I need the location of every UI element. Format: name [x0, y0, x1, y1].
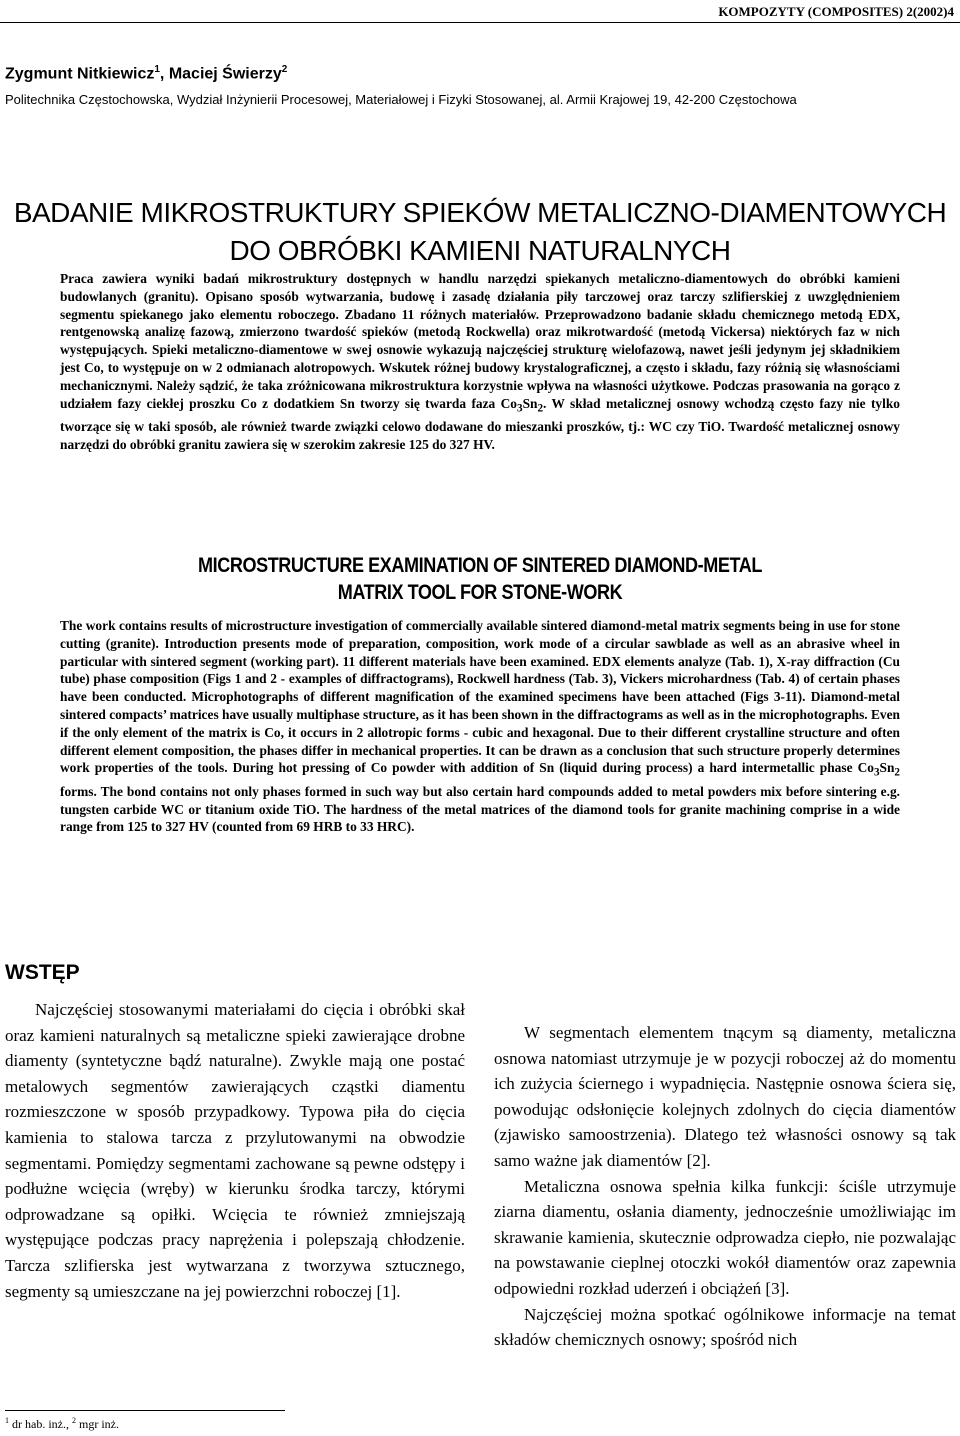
title-english	[67, 552, 893, 606]
title-english-line-2: MATRIX TOOL FOR STONE-WORK	[337, 581, 623, 604]
footnote	[5, 1416, 119, 1432]
abstract-english-text-3: forms. The bond contains not only phases formed in such way but also certain hard compounds added to metal powders mix before sintering e.g. tungsten carbide WC or titanium oxide TiO. The hardness of the metal matrices of the diamond tools for granite machining comprise in a wide range from 125 to 327 HV (counted from 69 HRB to 33 HRC).	[60, 783, 900, 835]
running-head: KOMPOZYTY (COMPOSITES) 2(2002)4	[718, 4, 954, 19]
abstract-polish	[60, 270, 900, 454]
footnote-text-1: dr hab. inż.,	[9, 1417, 72, 1431]
paragraph: W segmentach elementem tnącym są diamenty, metaliczna osnowa natomiast utrzymuje je w pozycji roboczej aż do momentu ich zużycia ściernego i wypadnięcia. Następnie osnowa ściera się, powodując odsłonięcie kolejnych zdolnych do cięcia diamentów (zjawisko samoostrzenia). Dlatego też własności osnowy są tak samo ważne jak diamentów [2].	[494, 1023, 956, 1170]
paragraph: Najczęściej można spotkać ogólnikowe informacje na temat składów chemicznych osnowy; spośród nich	[494, 1304, 956, 1350]
abstract-polish-text-3: . W skład metalicznej osnowy wchodzą często fazy nie tylko tworzące się w taki sposób, ale również twarde związki celowo dodawane do mieszanki proszków, tj.: WC czy TiO. Twardość metalicznej osnowy narzędzi do obróbki granitu zawiera się w szerokim zakresie 125 do 327 HV.	[60, 395, 900, 452]
body-column-right	[494, 1020, 956, 1353]
abstract-english-sub-1: 3	[873, 767, 880, 780]
authors	[5, 64, 287, 83]
header-divider	[0, 22, 960, 23]
body-column-left	[5, 997, 465, 1304]
footnote-divider	[5, 1410, 285, 1411]
paragraph: Metaliczna osnowa spełnia kilka funkcji: ściśle utrzymuje ziarna diamentu, osłania diamenty, jednocześnie umożliwiając im skrawanie kamienia, skutecznie odprowadza ciepło, nie pozwalając na powstawanie cieplnej otoczki wokół diamentów oraz zapewnia odpowiedni rozkład uderzeń i obciążeń [3].	[494, 1176, 956, 1298]
abstract-english-text-2: Sn	[879, 760, 895, 776]
footnote-text-2: mgr inż.	[75, 1417, 119, 1431]
abstract-english-sub-2: 2	[894, 767, 900, 780]
paragraph: Najczęściej stosowanymi materiałami do cięcia i obróbki skał oraz kamieni naturalnych są metaliczne spieki zawierające drobne diamenty (syntetyczne bądź naturalne). Zwykle mają one postać metalowych segmentów zawierających cząstki diamentu rozmieszczone w sposób przypadkowy. Typowa piła do cięcia kamienia to stalowa tarcza z przylutowanymi na obwodzie segmentami. Pomiędzy segmentami zachowane są pewne odstępy i podłużne wcięcia (wręby) w kierunku środka tarczy, którymi odprowadzane są opiłki. Wcięcia te również zmniejszają występujące podczas pracy naprężenia i polepszają chłodzenie. Tarcza szlifierska jest wytwarzana z tworzywa sztucznego, segmenty są umieszczane na jej powierzchni roboczej [1].	[5, 1000, 465, 1301]
title-polish-line-1: BADANIE MIKROSTRUKTURY SPIEKÓW METALICZNO-DIAMENTOWYCH	[13, 197, 947, 228]
author-1-mark: 1	[154, 64, 160, 75]
abstract-polish-sub-1: 3	[516, 402, 523, 415]
title-polish-line-2: DO OBRÓBKI KAMIENI NATURALNYCH	[229, 235, 731, 266]
abstract-polish-text-1: Praca zawiera wyniki badań mikrostruktury dostępnych w handlu narzędzi spiekanych metaliczno-diamentowych do obróbki kamieni budowlanych (granitu). Opisano sposób wytwarzania, budowę i zasadę działania piły tarczowej oraz tarczy szlifierskiej z uwzględnieniem segmentu spiekanego jako elementu roboczego. Zbadano 11 różnych materiałów. Przeprowadzono badanie składu chemicznego metodą EDX, rentgenowską analizę fazową, zmierzono twardość spieków (metodą Rockwella) oraz mikrotwardość (metodą Vickersa) niektórych faz w nich występujących. Spieki metaliczno-diamentowe w swej osnowie wykazują najczęściej strukturę wielofazową, nawet jeśli jedynym jej składnikiem jest Co, to występuje on w 2 odmianach alotropowych. Wskutek różnej budowy krystalograficznej, a często i składu, fazy różnią się własnościami mechanicznymi. Należy sądzić, że taka zróżnicowana mikrostruktura korzystnie wpływa na własności użytkowe. Podczas prasowania na gorąco z udziałem fazy ciekłej proszku Co z dodatkiem Sn tworzy się twarda faza Co	[60, 271, 900, 411]
footnote-mark-2: 2	[71, 1416, 76, 1425]
title-polish	[0, 194, 960, 270]
footnote-mark-1: 1	[5, 1416, 9, 1425]
author-2-mark: 2	[281, 64, 288, 75]
title-english-line-1: MICROSTRUCTURE EXAMINATION OF SINTERED DIAMOND-METAL	[198, 554, 762, 577]
abstract-english	[60, 617, 900, 836]
author-1: Zygmunt Nitkiewicz	[5, 65, 155, 83]
section-heading: WSTĘP	[5, 961, 80, 984]
affiliation: Politechnika Częstochowska, Wydział Inżynierii Procesowej, Materiałowej i Fizyki Stosowanej, al. Armii Krajowej 19, 42-200 Częstochowa	[5, 92, 797, 107]
abstract-english-text-1: The work contains results of microstructure investigation of commercially available sintered diamond-metal matrix segments being in use for stone cutting (granite). Introduction presents mode of preparation, composition, work mode of a circular sawblade as well as an abrasive wheel in particular with sintered segment (working part). 11 different materials have been examined. EDX elements analyze (Tab. 1), X-ray diffraction (Cu tube) phase composition (Figs 1 and 2 - examples of diffractograms), Rockwell hardness (Tab. 3), Vickers microhardness (Tab. 4) of certain phases have been conducted. Microphotographs of different magnification of the examined specimens have been attached (Figs 3-11). Diamond-metal sintered compacts’ matrices have usually multiphase structure, as it has been shown in the diffractograms as well as in the microphotographs. Even if the only element of the matrix is Co, it occurs in 2 allotropic forms - cubic and hexagonal. Due to their different crystalline structure and often different element composition, the phases differ in mechanical properties. It can be drawn as a conclusion that such structure properly determines work properties of the tools. During hot pressing of Co powder with addition of Sn (liquid during process) a hard intermetallic phase Co	[60, 618, 901, 776]
abstract-polish-sub-2: 2	[537, 402, 544, 415]
abstract-polish-text-2: Sn	[522, 395, 538, 411]
author-2: Maciej Świerzy	[168, 65, 282, 83]
authors-separator: ,	[159, 65, 169, 83]
